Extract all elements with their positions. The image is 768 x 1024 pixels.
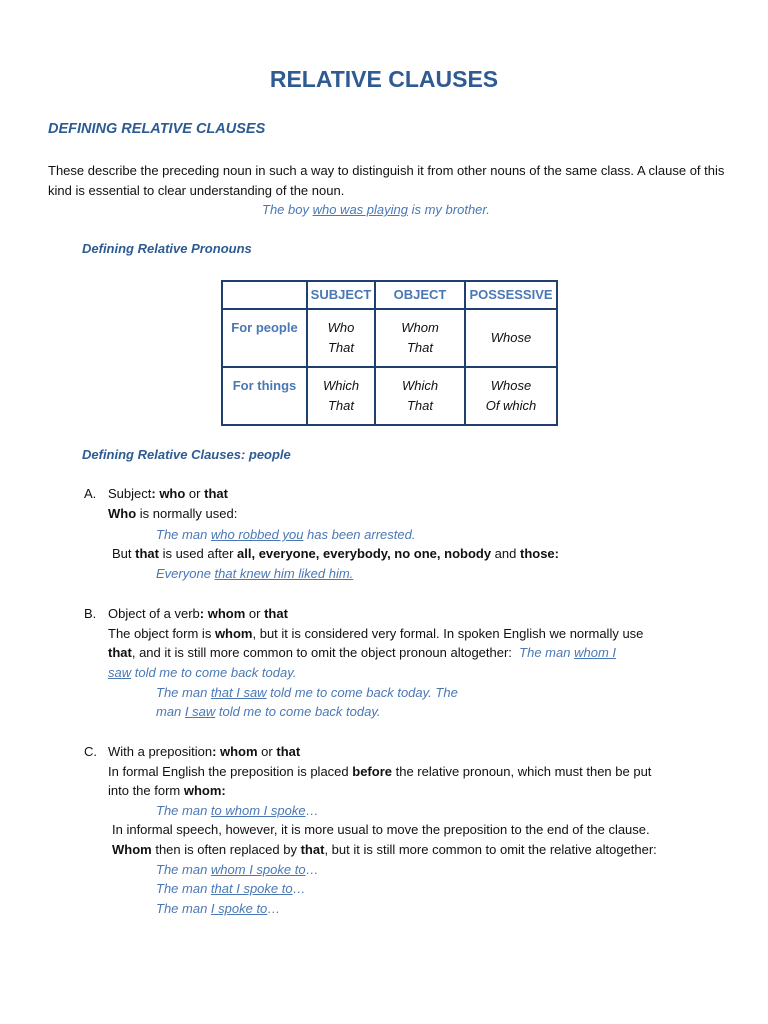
a-line3: But that is used after all, everyone, everybody, no one, nobody and those: [112, 546, 559, 561]
b-line1: Object of a verb: whom or that [108, 606, 288, 621]
b-line4: saw told me to come back today. [108, 665, 297, 680]
b-example-1: The man that I saw told me to come back today. The [156, 685, 458, 700]
people-heading: Defining Relative Clauses: people [82, 447, 291, 462]
b-example-2: man I saw told me to come back today. [156, 704, 381, 719]
c-line3: into the form whom: [108, 783, 226, 798]
row-label-people: For people [222, 309, 307, 367]
section-heading: DEFINING RELATIVE CLAUSES [48, 121, 266, 137]
intro-example: The boy who was playing is my brother. [262, 202, 490, 217]
header-object: OBJECT [375, 281, 465, 309]
cell-people-subject: Who That [307, 309, 375, 367]
c-line4: In informal speech, however, it is more usual to move the preposition to the end of the clause. [112, 822, 650, 837]
intro-paragraph: These describe the preceding noun in such a way to distinguish it from other nouns of the same class. A clause of this kind is essential to clear understanding of the noun. [48, 163, 725, 198]
b-line2: The object form is whom, but it is considered very formal. In spoken English we normally use [108, 626, 644, 641]
table-corner-cell [222, 281, 307, 309]
c-example-4: The man I spoke to… [156, 901, 281, 916]
c-example-3: The man that I spoke to… [156, 881, 306, 896]
b-line3: that, and it is still more common to omit the object pronoun altogether: The man whom I [108, 645, 616, 660]
cell-people-object: Whom That [375, 309, 465, 367]
cell-things-possessive: Whose Of which [465, 367, 557, 425]
cell-things-object: Which That [375, 367, 465, 425]
page-title: RELATIVE CLAUSES [269, 66, 499, 92]
cell-things-subject: Which That [307, 367, 375, 425]
a-example-2: Everyone that knew him liked him. [156, 566, 354, 581]
header-possessive: POSSESSIVE [465, 281, 557, 309]
list-marker-a: A. [84, 486, 97, 501]
pronouns-heading: Defining Relative Pronouns [82, 241, 252, 256]
row-label-things: For things [222, 367, 307, 425]
list-marker-b: B. [84, 606, 97, 621]
cell-people-possessive: Whose [465, 309, 557, 367]
c-example-2: The man whom I spoke to… [156, 862, 319, 877]
header-subject: SUBJECT [307, 281, 375, 309]
a-line1: Subject: who or that [108, 486, 228, 501]
c-line1: With a preposition: whom or that [108, 744, 301, 759]
pronouns-table [221, 280, 558, 426]
c-example-1: The man to whom I spoke… [156, 803, 319, 818]
a-line2: Who is normally used: [108, 506, 238, 521]
c-line5: Whom then is often replaced by that, but it is still more common to omit the relative altogether: [112, 842, 657, 857]
list-marker-c: C. [84, 744, 97, 759]
a-example-1: The man who robbed you has been arrested. [156, 527, 416, 542]
c-line2: In formal English the preposition is placed before the relative pronoun, which must then be put [108, 764, 652, 779]
